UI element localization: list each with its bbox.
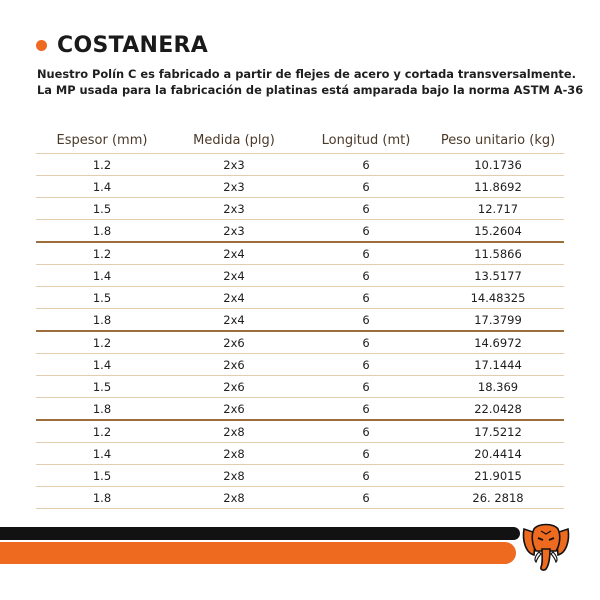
- cell-espesor: 1.2: [36, 331, 168, 354]
- cell-espesor: 1.4: [36, 443, 168, 465]
- cell-longitud: 6: [300, 242, 432, 265]
- table-row: [36, 287, 564, 309]
- footer-stripe-black: [0, 527, 520, 540]
- col-header-peso: Peso unitario (kg): [432, 127, 564, 154]
- cell-medida: 2x3: [168, 198, 300, 220]
- cell-longitud: 6: [300, 398, 432, 421]
- table-row: [36, 420, 564, 443]
- cell-medida: 2x6: [168, 398, 300, 421]
- cell-peso: 22.0428: [432, 398, 564, 421]
- cell-longitud: 6: [300, 354, 432, 376]
- cell-peso: 15.2604: [432, 220, 564, 243]
- col-header-longitud: Longitud (mt): [300, 127, 432, 154]
- table-row: [36, 220, 564, 243]
- cell-longitud: 6: [300, 176, 432, 198]
- cell-longitud: 6: [300, 331, 432, 354]
- cell-espesor: 1.5: [36, 376, 168, 398]
- page-title: COSTANERA: [57, 33, 209, 58]
- cell-espesor: 1.8: [36, 398, 168, 421]
- cell-peso: 11.8692: [432, 176, 564, 198]
- cell-espesor: 1.5: [36, 465, 168, 487]
- cell-longitud: 6: [300, 287, 432, 309]
- table-header-row: [36, 127, 564, 154]
- cell-medida: 2x3: [168, 220, 300, 243]
- cell-peso: 11.5866: [432, 242, 564, 265]
- page-header: [36, 33, 208, 58]
- cell-longitud: 6: [300, 309, 432, 332]
- cell-medida: 2x8: [168, 465, 300, 487]
- cell-medida: 2x6: [168, 331, 300, 354]
- cell-espesor: 1.4: [36, 176, 168, 198]
- cell-espesor: 1.8: [36, 309, 168, 332]
- cell-peso: 26. 2818: [432, 487, 564, 509]
- cell-espesor: 1.2: [36, 420, 168, 443]
- elephant-icon: [520, 519, 572, 573]
- cell-medida: 2x6: [168, 354, 300, 376]
- cell-medida: 2x6: [168, 376, 300, 398]
- cell-peso: 14.48325: [432, 287, 564, 309]
- cell-peso: 18.369: [432, 376, 564, 398]
- cell-peso: 13.5177: [432, 265, 564, 287]
- specs-table: [36, 127, 564, 509]
- description-line-2: La MP usada para la fabricación de platinas está amparada bajo la norma ASTM A-36: [37, 83, 584, 97]
- cell-longitud: 6: [300, 265, 432, 287]
- cell-medida: 2x4: [168, 309, 300, 332]
- col-header-espesor: Espesor (mm): [36, 127, 168, 154]
- table-row: [36, 265, 564, 287]
- cell-longitud: 6: [300, 154, 432, 176]
- cell-longitud: 6: [300, 487, 432, 509]
- cell-medida: 2x3: [168, 176, 300, 198]
- cell-espesor: 1.4: [36, 354, 168, 376]
- cell-medida: 2x4: [168, 242, 300, 265]
- cell-longitud: 6: [300, 443, 432, 465]
- cell-longitud: 6: [300, 420, 432, 443]
- cell-espesor: 1.5: [36, 198, 168, 220]
- cell-peso: 14.6972: [432, 331, 564, 354]
- cell-longitud: 6: [300, 376, 432, 398]
- table-row: [36, 354, 564, 376]
- cell-medida: 2x3: [168, 154, 300, 176]
- table-row: [36, 309, 564, 332]
- cell-longitud: 6: [300, 198, 432, 220]
- cell-espesor: 1.5: [36, 287, 168, 309]
- cell-medida: 2x4: [168, 265, 300, 287]
- cell-espesor: 1.2: [36, 154, 168, 176]
- cell-peso: 17.3799: [432, 309, 564, 332]
- cell-medida: 2x8: [168, 487, 300, 509]
- table-row: [36, 398, 564, 421]
- cell-espesor: 1.8: [36, 220, 168, 243]
- table-row: [36, 176, 564, 198]
- table-row: [36, 376, 564, 398]
- cell-peso: 21.9015: [432, 465, 564, 487]
- table-row: [36, 242, 564, 265]
- cell-medida: 2x8: [168, 443, 300, 465]
- product-description: [37, 66, 584, 98]
- cell-medida: 2x4: [168, 287, 300, 309]
- bullet-dot-icon: [36, 40, 47, 51]
- cell-espesor: 1.2: [36, 242, 168, 265]
- table-row: [36, 443, 564, 465]
- cell-peso: 10.1736: [432, 154, 564, 176]
- cell-peso: 20.4414: [432, 443, 564, 465]
- table-row: [36, 154, 564, 176]
- cell-peso: 17.5212: [432, 420, 564, 443]
- col-header-medida: Medida (plg): [168, 127, 300, 154]
- cell-espesor: 1.4: [36, 265, 168, 287]
- cell-longitud: 6: [300, 220, 432, 243]
- table-row: [36, 198, 564, 220]
- cell-peso: 12.717: [432, 198, 564, 220]
- table-row: [36, 465, 564, 487]
- cell-medida: 2x8: [168, 420, 300, 443]
- cell-longitud: 6: [300, 465, 432, 487]
- table-row: [36, 487, 564, 509]
- cell-espesor: 1.8: [36, 487, 168, 509]
- table-row: [36, 331, 564, 354]
- cell-peso: 17.1444: [432, 354, 564, 376]
- footer-stripe-orange: [0, 542, 516, 564]
- description-line-1: Nuestro Polín C es fabricado a partir de flejes de acero y cortada transversalmente.: [37, 67, 576, 81]
